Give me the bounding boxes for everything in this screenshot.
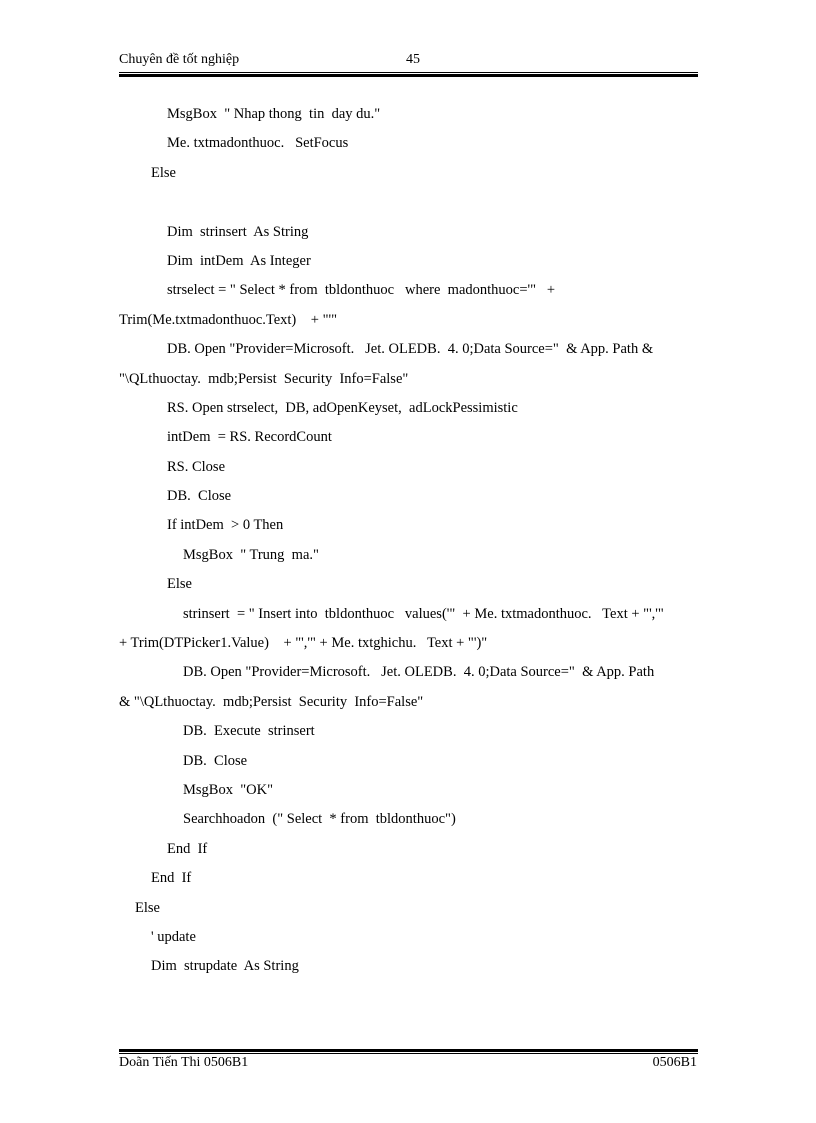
code-line: Else xyxy=(151,164,176,181)
code-line: strinsert = " Insert into tbldonthuoc values('" + Me. txtmadonthuoc. Text + "','" xyxy=(183,605,664,622)
code-line: Dim strupdate As String xyxy=(151,958,299,975)
code-line: DB. Close xyxy=(183,752,248,769)
code-line: intDem = RS. RecordCount xyxy=(167,429,332,446)
footer-class-code: 0506B1 xyxy=(652,1055,697,1070)
code-line: Trim(Me.txtmadonthuoc.Text) + "'" xyxy=(119,311,338,328)
code-listing xyxy=(119,103,699,985)
header-divider-thin xyxy=(119,72,698,73)
code-line: ' update xyxy=(151,928,196,945)
code-line: & "\QLthuoctay. mdb;Persist Security Info=False" xyxy=(119,693,424,710)
footer-author: Doãn Tiến Thi 0506B1 xyxy=(119,1055,249,1070)
header-divider-thick xyxy=(119,74,698,77)
code-line: End If xyxy=(151,870,192,887)
code-line: RS. Close xyxy=(167,458,226,475)
code-line: DB. Execute strinsert xyxy=(183,723,315,740)
code-line: DB. Open "Provider=Microsoft. Jet. OLEDB. 4. 0;Data Source=" & App. Path xyxy=(183,664,655,681)
code-line: RS. Open strselect, DB, adOpenKeyset, adLockPessimistic xyxy=(167,399,518,416)
code-line: DB. Open "Provider=Microsoft. Jet. OLEDB. 4. 0;Data Source=" & App. Path & xyxy=(167,341,654,358)
code-line: MsgBox " Nhap thong tin day du." xyxy=(167,106,381,122)
code-line: MsgBox "OK" xyxy=(183,781,273,798)
page-header xyxy=(119,52,697,74)
code-line: MsgBox " Trung ma." xyxy=(183,546,319,563)
code-line xyxy=(119,191,699,220)
code-line: Else xyxy=(167,576,192,593)
page-number: 45 xyxy=(406,52,420,67)
footer-divider-thick xyxy=(119,1049,698,1052)
code-line: Dim intDem As Integer xyxy=(167,252,311,269)
code-line: "\QLthuoctay. mdb;Persist Security Info=False" xyxy=(119,370,409,387)
footer-divider-thin xyxy=(119,1053,698,1054)
code-line: If intDem > 0 Then xyxy=(167,517,284,534)
code-line: + Trim(DTPicker1.Value) + "','" + Me. txtghichu. Text + "')" xyxy=(119,635,488,652)
code-line: Me. txtmadonthuoc. SetFocus xyxy=(167,135,349,152)
code-line: strselect = " Select * from tbldonthuoc where madonthuoc='" + xyxy=(167,282,556,299)
code-line: Searchhoadon (" Select * from tbldonthuoc") xyxy=(183,811,456,828)
document-title: Chuyên đề tốt nghiệp xyxy=(119,52,240,67)
code-line: DB. Close xyxy=(167,488,232,505)
code-line: Else xyxy=(135,899,160,916)
code-line: End If xyxy=(167,840,208,857)
code-line: Dim strinsert As String xyxy=(167,223,309,240)
